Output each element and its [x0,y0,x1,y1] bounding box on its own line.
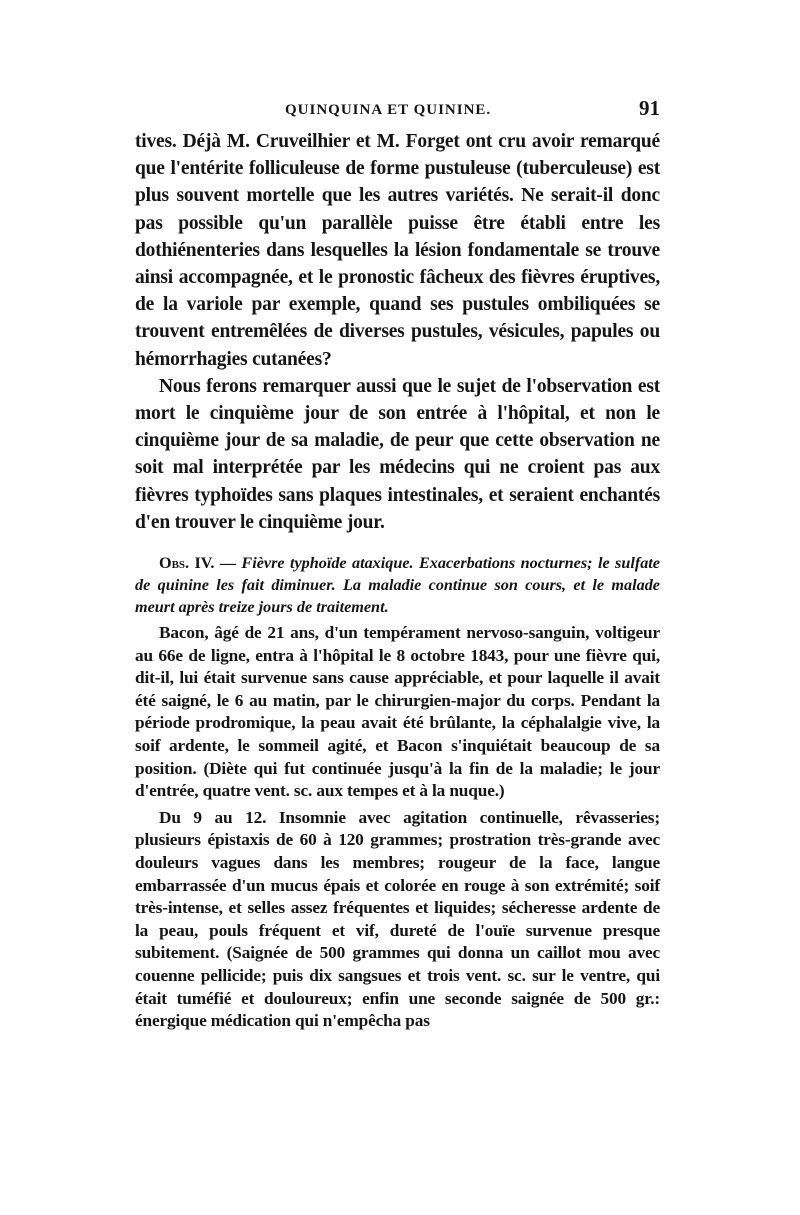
observation-label: Obs. IV. — [159,554,237,573]
running-head [135,92,660,128]
running-title: QUINQUINA ET QUININE. [285,102,492,118]
book-page [135,92,660,1033]
observation-heading [135,552,660,618]
observation-title: Fièvre typhoïde ataxique. Exacerbations nocturnes; le sulfate de quinine les fait diminuer. La maladie continue son cours, et le malade meurt après treize jours de traitement. [135,554,660,617]
paragraph-continuation: tives. Déjà M. Cruveilhier et M. Forget ont cru avoir remarqué que l'entérite folliculeuse de forme pustuleuse (tuberculeuse) est plus souvent mortelle que les autres variétés. Ne serait-il donc pas possible qu'un parallèle puisse être établi entre les dothiénenteries dans lesquelles la lésion fondamentale se trouve ainsi accompagnée, et le pronostic fâcheux des fièvres éruptives, de la variole par exemple, quand ses pustules ombiliquées se trouvent entremêlées de diverses pustules, vésicules, papules ou hémorrhagies cutanées? [135,131,660,370]
page-number: 91 [639,96,660,120]
paragraph-remark: Nous ferons remarquer aussi que le sujet de l'observation est mort le cinquième jour de son entrée à l'hôpital, et non le cinquième jour de sa maladie, de peur que cette observation ne soit mal interprétée par les médecins qui ne croient pas aux fièvres typhoïdes sans plaques intestinales, et seraient enchantés d'en trouver le cinquième jour. [135,375,660,533]
case-paragraph-days: Du 9 au 12. Insomnie avec agitation continuelle, rêvasseries; plusieurs épistaxis de 60 à 120 grammes; prostration très-grande avec douleurs vagues dans les membres; rougeur de la face, langue embarrassée d'un mucus épais et colorée en rouge à son extrémité; soif très-intense, et selles assez fréquentes et liquides; sécheresse ardente de la peau, pouls fréquent et vif, dureté de l'ouïe survenue presque subitement. (Saignée de 500 grammes qui donna un caillot mou avec couenne pellicide; puis dix sangsues et trois vent. sc. sur le ventre, qui était tuméfié et douloureux; enfin une seconde saignée de 500 gr.: énergique médication qui n'empêcha pas [135,807,660,1031]
case-paragraph-intro: Bacon, âgé de 21 ans, d'un tempérament nervoso-sanguin, voltigeur au 66e de ligne, entra à l'hôpital le 8 octobre 1843, pour une fièvre qui, dit-il, lui était survenue sans cause appréciable, et pour laquelle il avait été saigné, le 6 au matin, par le chirurgien-major du corps. Pendant la période prodromique, la peau avait été brûlante, la céphalalgie vive, la soif ardente, le sommeil agité, et Bacon s'inquiétait beaucoup de sa position. (Diète qui fut continuée jusqu'à la fin de la maladie; le jour d'entrée, quatre vent. sc. aux tempes et à la nuque.) [135,623,660,801]
